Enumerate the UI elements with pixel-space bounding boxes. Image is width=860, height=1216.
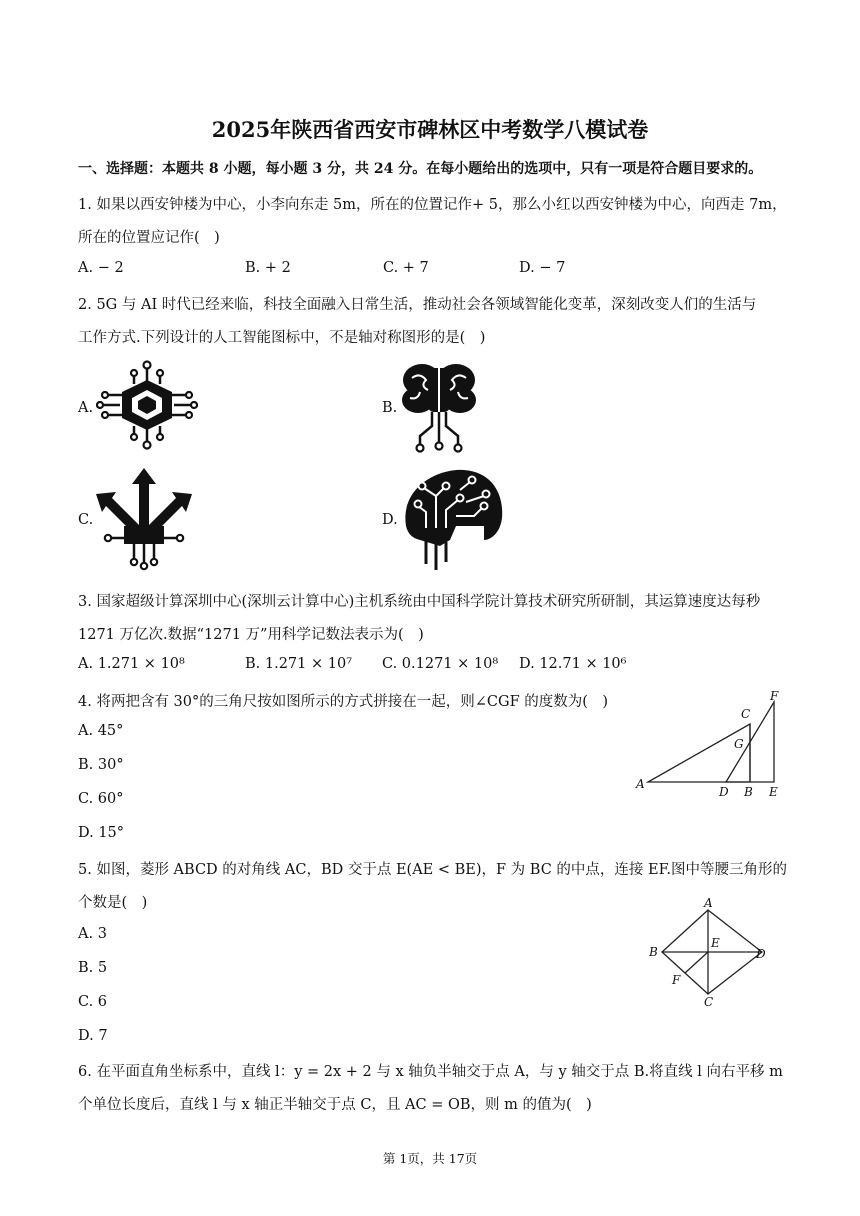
hexagon-chip-icon: [96, 360, 198, 450]
q1-option-d: D. − 7: [519, 260, 566, 276]
label-b: B: [649, 945, 658, 959]
label-e: E: [769, 785, 778, 799]
section-heading: 一、选择题：本题共 8 小题，每小题 3 分，共 24 分。在每小题给出的选项中，只有一项是符合题目要求的。: [78, 161, 763, 177]
question-6-line-2: 个单位长度后，直线 l 与 x 轴正半轴交于点 C，且 AC = OB，则 m 的值为( ): [78, 1097, 592, 1113]
q4-option-b: B. 30°: [78, 757, 124, 773]
triangle-rulers-figure: [630, 686, 790, 804]
q4-option-a: A. 45°: [78, 723, 124, 739]
page-footer: 第 1页，共 17页: [382, 1151, 478, 1166]
q3-option-a: A. 1.271 × 10⁸: [78, 656, 185, 672]
brain-circuit-icon: [398, 358, 480, 458]
q2-option-b: B.: [382, 400, 398, 416]
q5-option-b: B. 5: [78, 960, 108, 976]
q3-option-d: D. 12.71 × 10⁶: [519, 656, 627, 672]
label-b: B: [744, 785, 753, 799]
q3-option-c: C. 0.1271 × 10⁸: [382, 656, 499, 672]
question-3-line-2: 1271 万亿次.数据“1271 万”用科学记数法表示为( ): [78, 627, 424, 643]
question-3-line-1: 3. 国家超级计算深圳中心(深圳云计算中心)主机系统由中国科学院计算技术研究所研制，其运算速度达每秒: [78, 594, 761, 610]
label-f: F: [672, 973, 681, 987]
label-f: F: [770, 689, 779, 703]
question-1-line-1: 1. 如果以西安钟楼为中心，小李向东走 5m，所在的位置记作+ 5，那么小红以西安钟楼为中心，向西走 7m，: [78, 197, 787, 213]
q1-option-b: B. + 2: [245, 260, 291, 276]
label-c: C: [704, 995, 714, 1009]
label-e: E: [711, 936, 720, 950]
question-6-line-1: 6. 在平面直角坐标系中，直线 l：y = 2x + 2 与 x 轴负半轴交于点 A，与 y 轴交于点 B.将直线 l 向右平移 m: [78, 1064, 783, 1080]
q3-option-b: B. 1.271 × 10⁷: [245, 656, 353, 672]
label-d: D: [719, 785, 729, 799]
label-a: A: [636, 777, 645, 791]
question-4-line-1: 4. 将两把含有 30°的三角尺按如图所示的方式拼接在一起，则∠CGF 的度数为( ): [78, 694, 609, 710]
brain-head-circuit-icon: [400, 466, 506, 576]
label-a: A: [704, 896, 713, 910]
q5-option-c: C. 6: [78, 994, 108, 1010]
q5-option-d: D. 7: [78, 1028, 108, 1044]
label-d: D: [756, 947, 766, 961]
question-5-line-2: 个数是( ): [78, 895, 148, 911]
label-g: G: [734, 737, 744, 751]
q2-option-c: C.: [78, 512, 94, 528]
q2-option-a: A.: [78, 400, 94, 416]
question-2-line-1: 2. 5G 与 AI 时代已经来临，科技全面融入日常生活，推动社会各领域智能化变革，深刻改变人们的生活与: [78, 297, 757, 313]
three-arrows-icon: [94, 466, 194, 572]
question-2-line-2: 工作方式.下列设计的人工智能图标中，不是轴对称图形的是( ): [78, 330, 486, 346]
q1-option-a: A. − 2: [78, 260, 124, 276]
label-c: C: [741, 707, 751, 721]
page-title: 2025年陕西省西安市碑林区中考数学八模试卷: [211, 117, 649, 142]
question-1-line-2: 所在的位置应记作( ): [78, 230, 220, 246]
question-5-line-1: 5. 如图，菱形 ABCD 的对角线 AC，BD 交于点 E(AE < BE)，F 为 BC 的中点，连接 EF.图中等腰三角形的: [78, 862, 788, 878]
q2-option-d: D.: [382, 512, 398, 528]
rhombus-figure: [644, 896, 772, 1012]
q1-option-c: C. + 7: [383, 260, 429, 276]
q5-option-a: A. 3: [78, 926, 107, 942]
q4-option-c: C. 60°: [78, 791, 124, 807]
q4-option-d: D. 15°: [78, 825, 125, 841]
